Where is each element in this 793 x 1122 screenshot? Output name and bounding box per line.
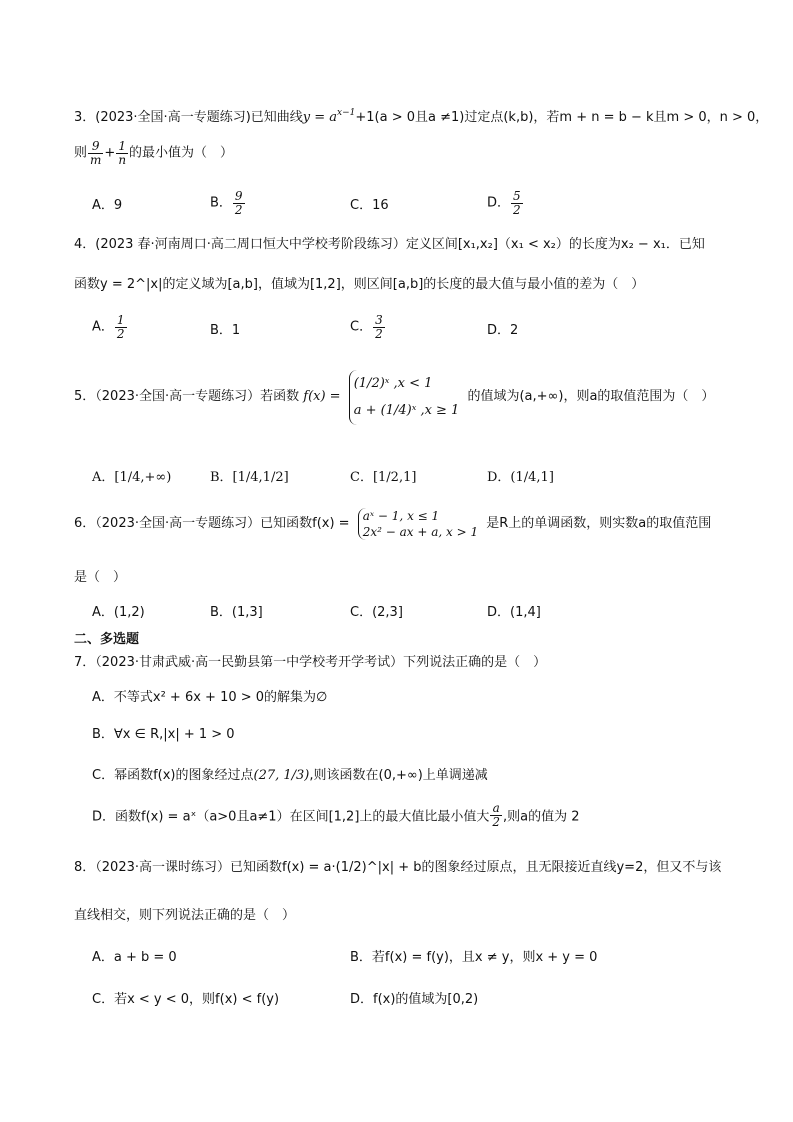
q5-option-d: D．(1/4,1]	[487, 470, 554, 485]
q3-stem-sup: x−1	[337, 108, 356, 118]
q8-option-b: B．若f(x) = f(y)，且x ≠ y，则x + y = 0	[350, 950, 598, 965]
question-8	[74, 860, 724, 876]
q4-option-c: C． $\frac{3}{2}$	[350, 313, 383, 341]
q8-line1: 8．（2023·高一课时练习）已知函数f(x) = a·(1/2)^|x| + b的图象经过原点，且无限接近直线y=2，但又不与该	[74, 860, 722, 875]
q3-stem-c-post: 的最小值为（ ）	[129, 145, 234, 161]
q3-stem-b: +1(a > 0且a ≠1)过定点(k,b)，若m + n = b − k且m > 0，n > 0，	[355, 110, 769, 125]
q8-option-a: A．a + b = 0	[92, 950, 177, 965]
q4-option-b: B．1	[210, 323, 241, 338]
q3-plus: +	[104, 145, 116, 161]
q7-point: (27, 1/3)	[253, 768, 310, 783]
q5-option-b: B．[1/4,1/2]	[210, 470, 289, 485]
q5-option-c: C．[1/2,1]	[350, 470, 417, 485]
q5-pre: 5．（2023·全国·高一专题练习）若函数	[74, 389, 300, 405]
q6-case-2: 2x² − ax + a, x > 1	[362, 525, 479, 540]
q6-case-1: aˣ − 1, x ≤ 1	[362, 509, 440, 523]
q8-option-c: C．若x < y < 0，则f(x) < f(y)	[92, 992, 280, 1007]
q3-frac-9-m: $\frac{9}{m}$	[90, 139, 102, 167]
q3-option-a: A．9	[92, 198, 123, 213]
q7-option-a: A．不等式x² + 6x + 10 > 0的解集为∅	[92, 690, 328, 705]
q3-stem-a: 3．(2023·全国·高一专题练习)已知曲线	[74, 110, 303, 125]
q6-option-a: A．(1,2)	[92, 605, 145, 620]
q5-fx: f(x) =	[303, 389, 341, 405]
q8-options-row1	[92, 946, 712, 966]
question-4-line2	[74, 277, 724, 293]
question-3	[74, 108, 769, 126]
q5-case-2: a + (1/4)ˣ ,x ≥ 1	[353, 403, 460, 419]
q7-option-b: B．∀x ∈ R,|x| + 1 > 0	[92, 727, 235, 742]
question-4	[74, 237, 724, 253]
q6-option-b: B．(1,3]	[210, 605, 263, 620]
q4-option-d: D．2	[487, 323, 519, 338]
q6-options	[92, 601, 712, 621]
q5-option-a: A．[1/4,+∞)	[92, 470, 172, 485]
q3-options	[92, 190, 712, 220]
question-3-line2	[74, 140, 724, 166]
q3-stem-c-pre: 则	[74, 145, 88, 161]
q8-option-d: D．f(x)的值域为[0,2)	[350, 992, 479, 1007]
q7-option-c: C．幂函数f(x)的图象经过点(27, 1/3),则该函数在(0,+∞)上单调递减	[92, 768, 488, 783]
q6-post: 是R上的单调函数，则实数a的取值范围	[486, 516, 712, 532]
q5-post: 的值域为(a,+∞)，则a的取值范围为（ ）	[467, 389, 715, 405]
q4-line2: 函数y = 2^|x|的定义域为[a,b]，值域为[1,2]，则区间[a,b]的长度的最大值与最小值的差为（ ）	[74, 277, 645, 292]
q3-option-d: D． $\frac{5}{2}$	[487, 189, 521, 217]
q3-frac-1-n: $\frac{1}{n}$	[118, 139, 127, 167]
q3-option-c: C．16	[350, 198, 389, 213]
q6-piecewise	[358, 508, 478, 540]
q6-pre: 6．（2023·全国·高一专题练习）已知函数f(x) =	[74, 516, 350, 532]
q5-piecewise	[349, 370, 460, 425]
question-7	[74, 655, 724, 671]
q6-line2: 是（ ）	[74, 570, 127, 585]
q4-option-a: A． $\frac{1}{2}$	[92, 313, 125, 341]
q8-line2: 直线相交，则下列说法正确的是（ ）	[74, 908, 296, 923]
q6-option-d: D．(1,4]	[487, 605, 541, 620]
q3-stem-math: y = a	[302, 110, 338, 125]
q4-options	[92, 314, 712, 344]
q8-options-row2	[92, 988, 712, 1008]
q5-case-1: (1/2)ˣ ,x < 1	[353, 376, 433, 391]
q7-frac-a-2: $\frac{a}{2}$	[492, 801, 501, 829]
q4-line1: 4．(2023 春·河南周口·高二周口恒大中学校考阶段练习）定义区间[x₁,x₂]（x₁ < x₂）的长度为x₂ − x₁．已知	[74, 237, 705, 252]
q5-options	[92, 466, 712, 490]
q6-option-c: C．(2,3]	[350, 605, 403, 620]
section-heading-multi-choice: 二、多选题	[74, 632, 140, 647]
q7-option-d: D．函数f(x) = aˣ（a>0且a≠1）在区间[1,2]上的最大值比最小值大 $\frac{a}{2}$ ,则a的值为 2	[92, 801, 580, 829]
question-8-line2	[74, 908, 724, 924]
question-6-line2	[74, 570, 724, 586]
question-6	[74, 508, 724, 540]
question-5	[74, 370, 724, 425]
q3-option-b: B． $\frac{9}{2}$	[210, 189, 243, 217]
q7-stem: 7．（2023·甘肃武威·高一民勤县第一中学校考开学考试）下列说法正确的是（ ）	[74, 655, 547, 670]
